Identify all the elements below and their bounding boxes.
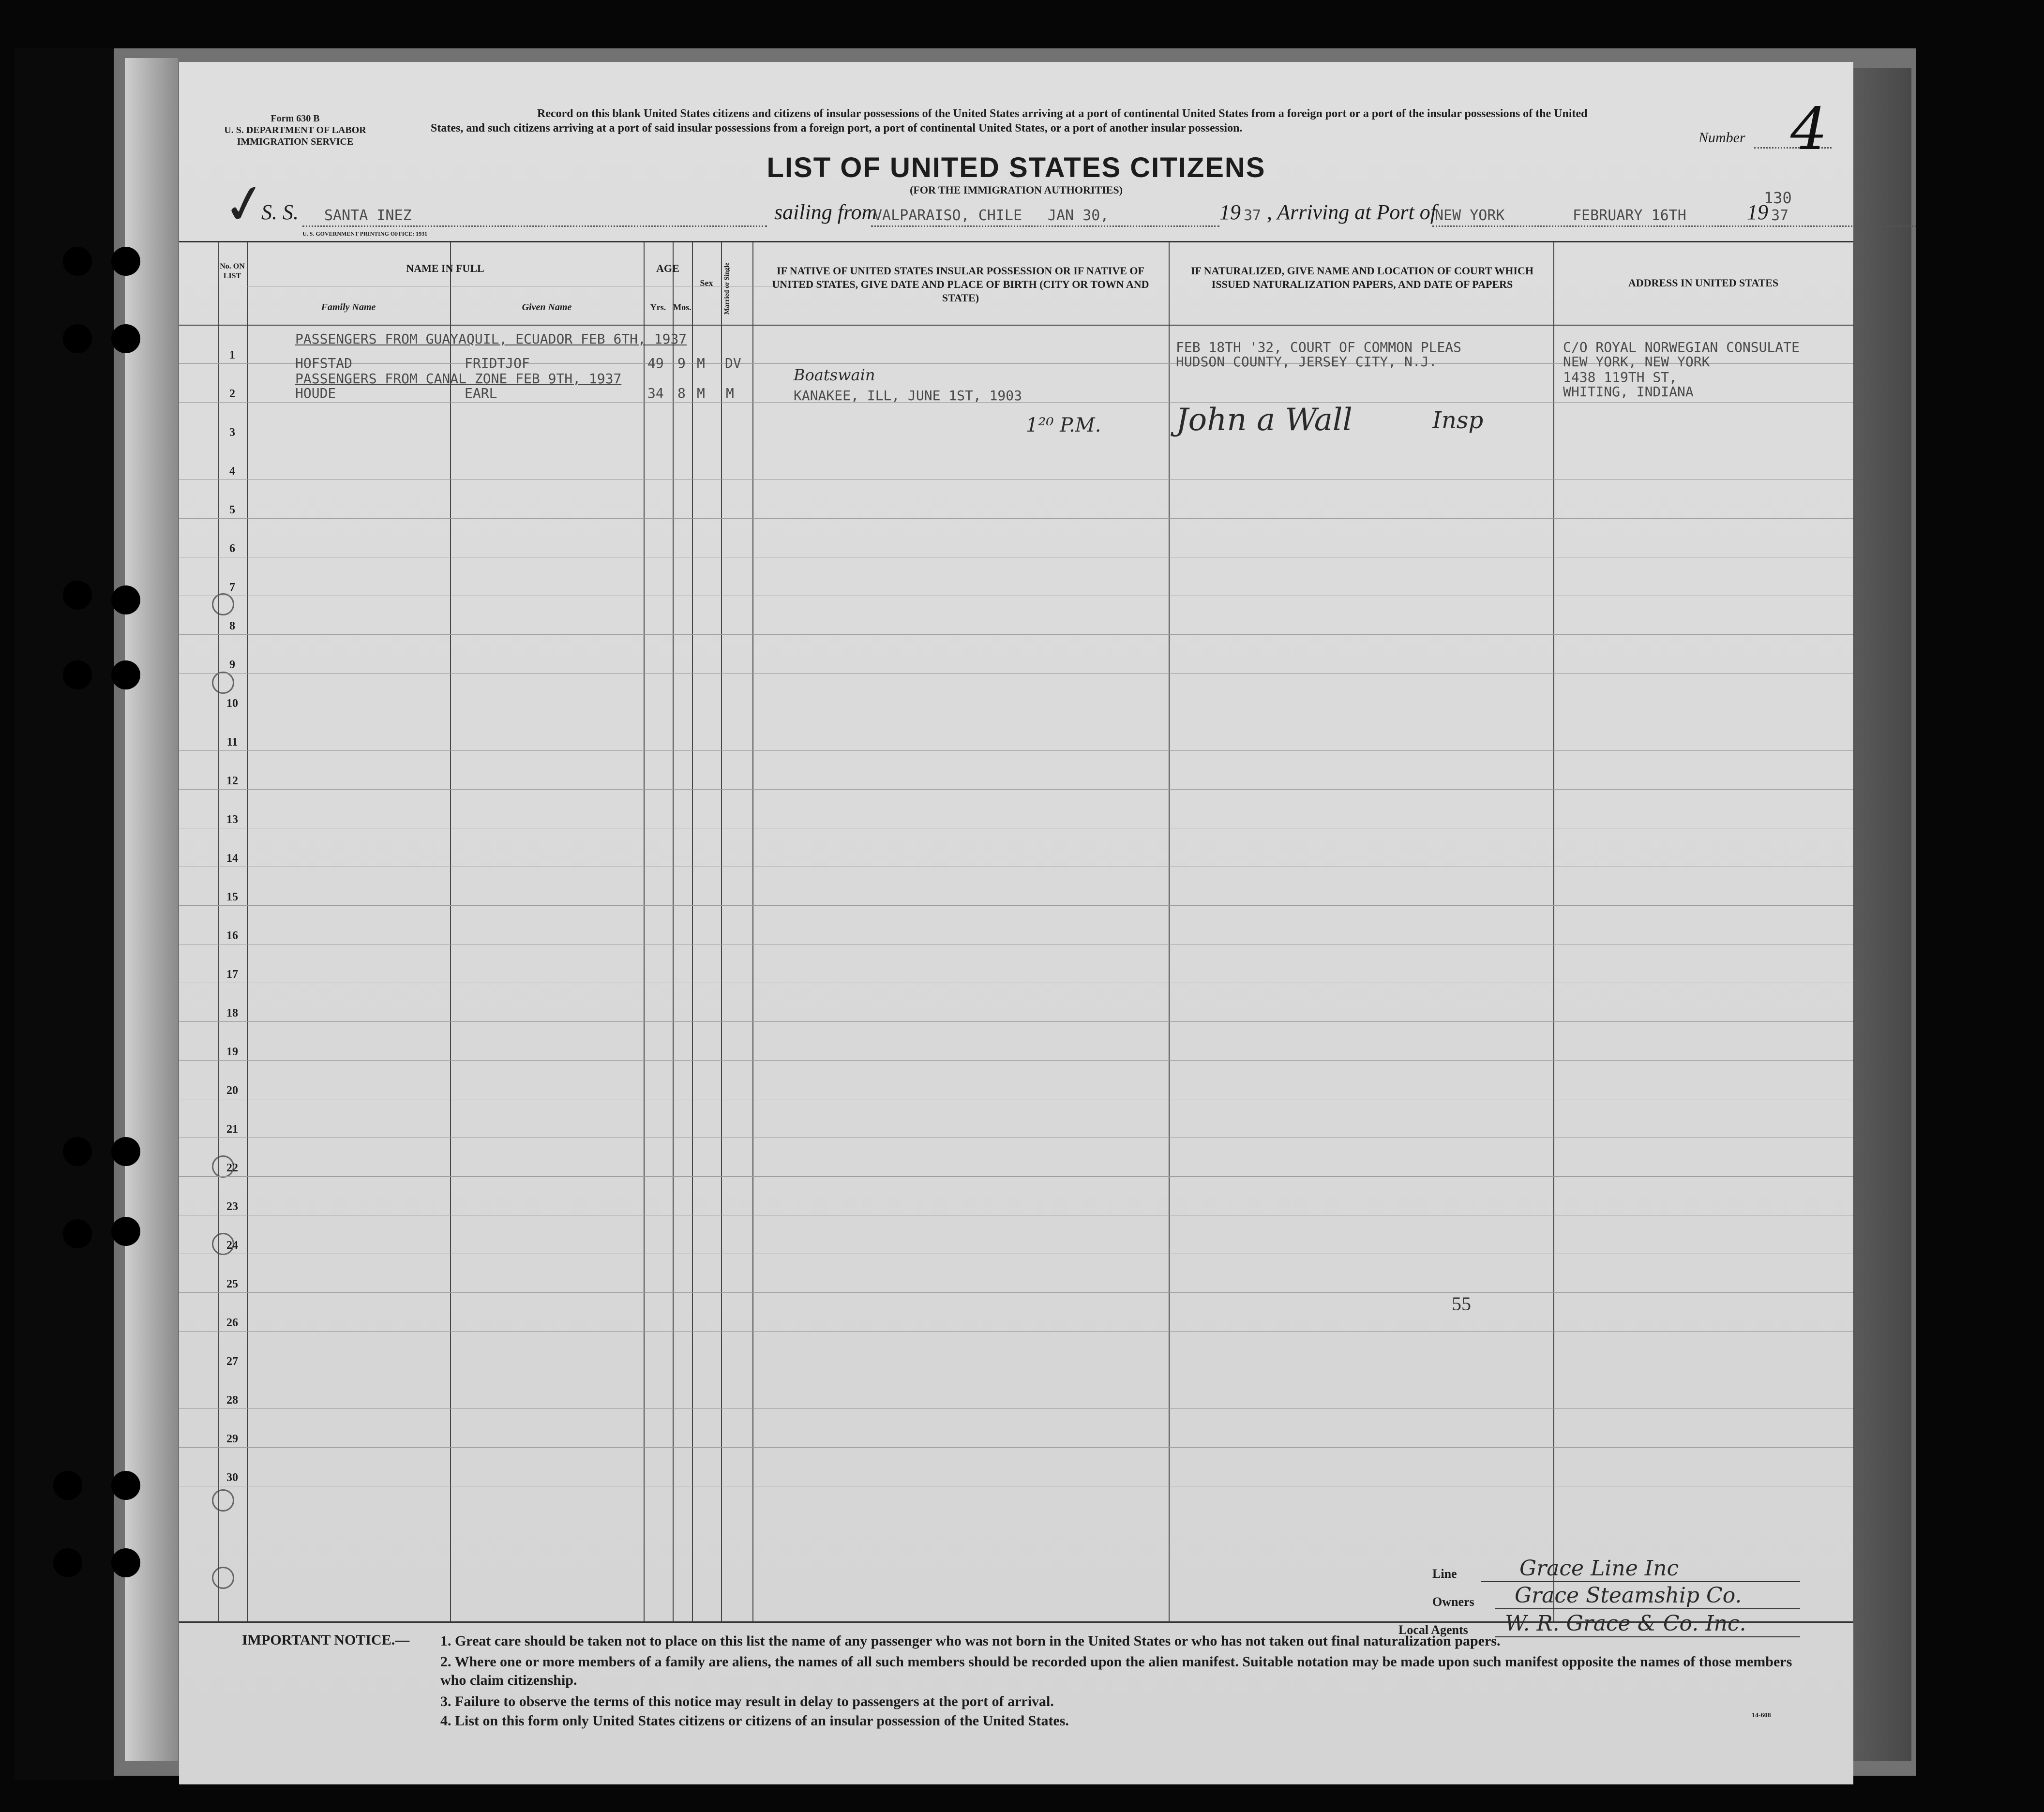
service-name: IMMIGRATION SERVICE [237,136,354,147]
stamp-number-55: 55 [1452,1293,1471,1315]
row-number: 13 [226,813,238,826]
header-name-in-full: NAME IN FULL [406,262,484,274]
form-instructions: Record on this blank United States citizens and citizens of insular possessions of the United States arriving at a port of continental United States from a foreign port or a port of the insular possessions of the United States, and such citizens arriving at a port of said insular possessions from a foreign port, a port of continental United States, or a port of another insular possession. [431,107,1588,135]
column-divider [1169,242,1170,1621]
row-number: 25 [226,1278,238,1290]
table-row-line [179,789,1853,790]
column-divider [692,242,693,1621]
row-number: 16 [226,929,238,942]
sailing-from-label: sailing from [774,200,877,224]
handwritten-time: 1²⁰ P.M. [1026,414,1101,436]
punch-hole [111,247,140,276]
form-number: Form 630 B [271,113,320,124]
punch-hole [63,660,92,689]
passenger-2-birth: KANAKEE, ILL, JUNE 1ST, 1903 [794,388,1022,404]
form-identifier [198,113,392,148]
row-number: 19 [226,1046,238,1058]
local-agents-value: W. R. Grace & Co. Inc. [1505,1611,1746,1636]
number-label: Number [1698,130,1745,146]
left-margin [15,48,114,1781]
header-no-on-list: No. ON LIST [220,262,245,280]
passenger-2-sex: M [697,385,705,401]
header-years: Yrs. [650,302,666,312]
header-months: Mos. [673,302,691,312]
owners-label: Owners [1432,1595,1474,1609]
row-number: 14 [226,852,238,865]
punch-hole [111,1548,140,1577]
owners-value: Grace Steamship Co. [1515,1583,1742,1608]
punch-hole [53,1548,82,1577]
origin-line [871,225,1219,227]
manifest-sheet [179,62,1853,1784]
punch-hole [63,581,92,610]
stamp-number: 130 [1764,189,1792,207]
passenger-2-given-name: EARL [465,385,497,401]
row-number: 15 [226,891,238,903]
column-divider [752,242,753,1621]
passenger-2-address-city: WHITING, INDIANA [1563,384,1694,400]
notice-item-1: 1. Great care should be taken not to place on this list the name of any passenger who was not born in the United States or who has not taken out final naturalization papers. [440,1633,1501,1649]
column-divider [1853,242,1854,1621]
row-number: 10 [226,697,238,710]
origin-port: VALPARAISO, CHILE [873,207,1022,224]
column-divider [247,242,248,1621]
row-number: 23 [226,1200,238,1213]
department-name: U. S. DEPARTMENT OF LABOR [224,125,366,135]
passenger-2-age-years: 34 [647,385,664,401]
punch-hole [63,324,92,353]
passenger-1-family-name: HOFSTAD [295,355,353,371]
page-subtitle: (FOR THE IMMIGRATION AUTHORITIES) [910,184,1123,196]
notice-item-2: 2. Where one or more members of a family are aliens, the names of all such members should be recorded upon the alien manifest. Suitable notation may be made upon such manifest opposite the names of those members who claim citizenship. [440,1654,1792,1688]
header-address: ADDRESS IN UNITED STATES [1628,277,1779,289]
row-number: 20 [226,1084,238,1097]
row-number: 24 [226,1239,238,1252]
header-native-birth: IF NATIVE OF UNITED STATES INSULAR POSSESSION OR IF NATIVE OF UNITED STATES, GIVE DATE AND PLACE OF BIRTH (CITY OR TOWN AND STATE) [772,265,1149,304]
passenger-2-address: 1438 119TH ST, [1563,369,1678,385]
notice-item-4: 4. List on this form only United States citizens or citizens of an insular possession of the United States. [440,1713,1069,1729]
ship-line [302,225,767,227]
ss-label: S. S. [261,200,299,224]
row-number: 26 [226,1317,238,1329]
arriving-label: , Arriving at Port of [1267,200,1436,224]
column-divider [450,242,451,1621]
punch-hole [63,247,92,276]
passenger-1-given-name: FRIDTJOF [465,355,530,371]
arrival-year-prefix: 19 [1747,200,1768,224]
arrival-port: NEW YORK [1435,207,1505,224]
table-row-line [179,479,1853,480]
handwritten-occupation: Boatswain [794,366,875,384]
column-divider [721,242,722,1621]
row-number: 2 [229,388,235,400]
check-mark: ✓ [218,171,272,238]
row-number: 9 [229,659,235,671]
row-number: 3 [229,426,235,439]
passenger-2-family-name: HOUDE [295,385,336,401]
row-number: 11 [226,736,238,749]
punch-hole [111,1137,140,1166]
punch-hole [53,1471,82,1500]
sail-year-prefix: 19 [1219,200,1241,224]
row-number: 6 [229,542,235,555]
table-row-line [179,1292,1853,1293]
ship-name: SANTA INEZ [324,207,412,224]
table-row-line [179,1331,1853,1332]
inspector-signature: John a Wall [1176,402,1353,438]
sail-year: 37 [1244,207,1262,224]
punch-hole [111,585,140,614]
punch-hole [111,660,140,689]
column-divider [1553,242,1554,1621]
row-number: 5 [229,504,235,516]
table-row-line [179,1447,1853,1448]
row-number: 12 [226,775,238,787]
header-married-single: Married or Single [723,262,731,314]
header-sex: Sex [700,278,713,288]
table-row-line [179,1021,1853,1022]
table-row-line [179,750,1853,751]
notice-heading: IMPORTANT NOTICE.— [242,1632,410,1648]
header-family-name: Family Name [321,302,376,313]
passenger-1-age-years: 49 [647,355,664,371]
row-number: 18 [226,1007,238,1019]
row-number: 8 [229,620,235,632]
passenger-1-address: C/O ROYAL NORWEGIAN CONSULATE [1563,339,1800,355]
row-number: 29 [226,1433,238,1445]
arrival-date: FEBRUARY 16TH [1573,207,1686,224]
notice-item-3: 3. Failure to observe the terms of this notice may result in delay to passengers at the port of arrival. [440,1693,1054,1709]
header-age: AGE [656,262,679,274]
form-code: 14-608 [1752,1712,1771,1719]
line-label: Line [1432,1567,1457,1581]
row-number: 22 [226,1162,238,1174]
punch-hole [63,1137,92,1166]
row-number: 7 [229,581,235,594]
header-naturalized: IF NATURALIZED, GIVE NAME AND LOCATION OF COURT WHICH ISSUED NATURALIZATION PAPERS, AND DATE OF PAPERS [1191,265,1533,290]
row-number: 27 [226,1355,238,1368]
table-row-line [179,673,1853,674]
header-given-name: Given Name [522,302,572,313]
passenger-2-age-months: 8 [677,385,686,401]
row-number: 1 [229,349,235,361]
table-row-line [179,634,1853,635]
table-row-line [179,1408,1853,1409]
table-row-line [179,1176,1853,1177]
punch-hole [111,1217,140,1246]
line-value: Grace Line Inc [1519,1556,1679,1581]
punch-hole [111,1471,140,1500]
row-number: 4 [229,465,235,478]
passenger-1-court: FEB 18TH '32, COURT OF COMMON PLEAS [1176,339,1462,355]
column-divider [644,242,645,1621]
line-underline [1481,1581,1800,1582]
passenger-1-address-city: NEW YORK, NEW YORK [1563,354,1710,370]
header-divider [179,325,1853,326]
page-shadow [1853,68,1911,1761]
table-row-line [179,1060,1853,1061]
row-number: 17 [226,968,238,981]
passenger-1-court-location: HUDSON COUNTY, JERSEY CITY, N.J. [1176,354,1437,370]
arrival-year: 37 [1771,207,1789,224]
row-number: 21 [226,1123,238,1136]
inspector-title: Insp [1432,407,1484,434]
passenger-1-marital-status: DV [725,355,741,371]
list-number: 4 [1790,96,1828,163]
printing-office-note: U. S. GOVERNMENT PRINTING OFFICE: 1931 [302,230,428,237]
page-title: LIST OF UNITED STATES CITIZENS [766,152,1266,183]
row-number: 28 [226,1394,238,1407]
column-divider [673,242,674,1621]
owners-underline [1495,1608,1800,1609]
passenger-table [179,241,1853,1623]
sail-date: JAN 30, [1048,207,1109,224]
binding-strip [125,58,178,1761]
arrival-line [1432,225,1916,227]
punch-hole [111,324,140,353]
punch-hole [63,1219,92,1248]
table-row-line [179,905,1853,906]
section-heading-canal-zone: PASSENGERS FROM CANAL ZONE FEB 9TH, 1937 [295,371,622,387]
table-row-line [179,518,1853,519]
passenger-2-marital-status: M [726,385,734,401]
passenger-1-age-months: 9 [677,355,686,371]
local-agents-label: Local Agents [1398,1623,1468,1637]
row-number: 30 [226,1471,238,1484]
passenger-1-sex: M [697,355,705,371]
section-heading-guayaquil: PASSENGERS FROM GUAYAQUIL, ECUADOR FEB 6TH, 1937 [295,331,687,347]
